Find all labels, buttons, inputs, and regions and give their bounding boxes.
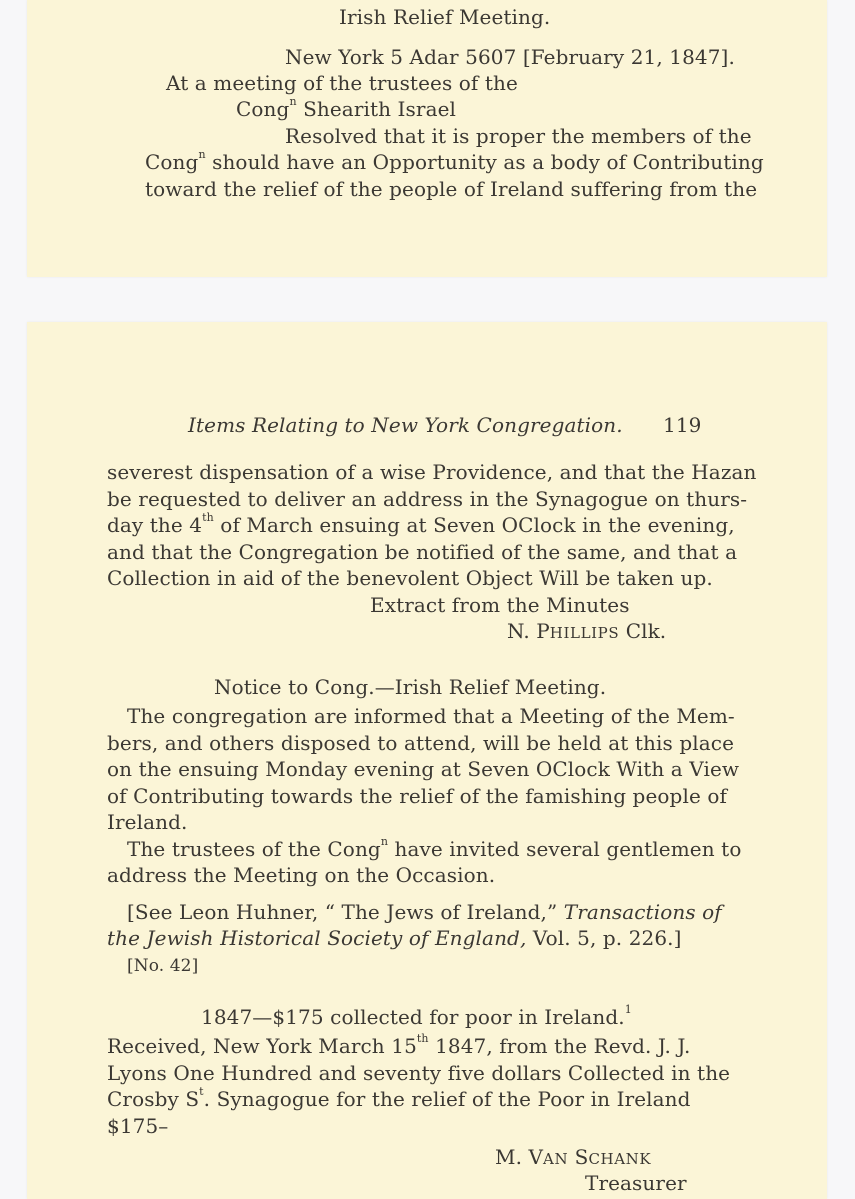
- sig1-a: N. P: [507, 619, 550, 643]
- page1-title: Irish Relief Meeting.: [339, 5, 551, 29]
- page1-resolved-line: Resolved that it is proper the members of the: [285, 124, 752, 148]
- receipt-line-4: $175–: [107, 1114, 169, 1138]
- r-l1-sup: th: [416, 1032, 429, 1046]
- n-l6-a: The trustees of the Cong: [127, 837, 381, 861]
- page1-body-line-3: toward the relief of the people of Ireland suffering from the: [145, 177, 758, 201]
- notice-line-7: address the Meeting on the Occasion.: [107, 863, 496, 887]
- treasurer-title: Treasurer: [585, 1171, 687, 1195]
- notice-line-5: Ireland.: [107, 810, 188, 834]
- sig2-sc1: AN: [543, 1150, 569, 1168]
- page1-dateline: New York 5 Adar 5607 [February 21, 1847].: [285, 45, 735, 69]
- p1-line-2: be requested to deliver an address in the Synagogue on thurs-: [107, 487, 748, 511]
- receipt-title: [201, 1004, 632, 1030]
- receipt-line-1: [107, 1033, 690, 1059]
- page-2: [27, 322, 827, 1199]
- p1-line-3: [107, 512, 735, 538]
- notice-line-1: The congregation are informed that a Meeting of the Mem-: [127, 704, 735, 728]
- signature-phillips: [507, 618, 666, 646]
- notice-line-3: on the ensuing Monday evening at Seven OClock With a View: [107, 757, 740, 781]
- ref-l1-a: [See Leon Huhner, “ The Jews of Ireland,”: [127, 900, 564, 924]
- page1-congregation-line: [236, 96, 456, 122]
- receipt-line-3: [107, 1086, 691, 1112]
- page1-body-line-2: [145, 149, 764, 175]
- ref-l2-b: Vol. 5, p. 226.]: [526, 926, 682, 950]
- sig2-a: M. V: [495, 1145, 544, 1169]
- extract-line: Extract from the Minutes: [370, 593, 630, 617]
- notice-line-4: of Contributing towards the relief of the famishing people of: [107, 784, 727, 808]
- notice-line-6: [127, 836, 741, 862]
- page1-meeting-line: At a meeting of the trustees of the: [166, 71, 518, 95]
- document-number: [No. 42]: [127, 956, 199, 976]
- reference-line-2: [107, 925, 682, 951]
- sig1-b: Clk.: [619, 619, 667, 643]
- receipt-line-2: Lyons One Hundred and seventy five dollars Collected in the: [107, 1061, 731, 1085]
- notice-title: Notice to Cong.—Irish Relief Meeting.: [214, 675, 607, 699]
- cong-abbr-2: Cong: [145, 150, 199, 174]
- running-head: Items Relating to New York Congregation.: [188, 413, 623, 437]
- ref-l1-italic: Transactions of: [563, 900, 722, 924]
- receipt-title-text: 1847—$175 collected for poor in Ireland.: [201, 1005, 625, 1029]
- ref-l2-italic: the Jewish Historical Society of England,: [107, 926, 527, 950]
- body2-rest: should have an Opportunity as a body of Contributing: [205, 150, 764, 174]
- sig2-sc2: CHANK: [588, 1150, 652, 1168]
- p1-line-1: severest dispensation of a wise Providence, and that the Hazan: [107, 460, 757, 484]
- p1-line-5: Collection in aid of the benevolent Object Will be taken up.: [107, 566, 713, 590]
- reference-line-1: [127, 899, 722, 925]
- cong-sup: n: [289, 95, 297, 109]
- signature-van-schank: [495, 1144, 651, 1172]
- p1-l3-b: of March ensuing at Seven OClock in the evening,: [213, 513, 735, 537]
- cong-rest: Shearith Israel: [296, 97, 457, 121]
- n-l6-b: have invited several gentlemen to: [388, 837, 742, 861]
- r-l3-sup: t: [199, 1085, 204, 1099]
- sig2-b: S: [568, 1145, 589, 1169]
- r-l3-a: Crosby S: [107, 1087, 200, 1111]
- receipt-footnote-mark: 1: [624, 1003, 632, 1017]
- r-l3-b: . Synagogue for the relief of the Poor in Ireland: [203, 1087, 691, 1111]
- p1-l3-a: day the 4: [107, 513, 203, 537]
- cong-sup-2: n: [198, 148, 206, 162]
- sig1-sc: HILLIPS: [549, 624, 620, 642]
- cong-abbr: Cong: [236, 97, 290, 121]
- r-l1-b: 1847, from the Revd. J. J.: [428, 1034, 691, 1058]
- notice-line-2: bers, and others disposed to attend, will be held at this place: [107, 731, 735, 755]
- page-1: [27, 0, 827, 277]
- p1-l3-sup: th: [202, 511, 214, 525]
- page-number: 119: [663, 413, 702, 437]
- n-l6-sup: n: [380, 835, 389, 849]
- r-l1-a: Received, New York March 15: [107, 1034, 417, 1058]
- p1-line-4: and that the Congregation be notified of the same, and that a: [107, 540, 738, 564]
